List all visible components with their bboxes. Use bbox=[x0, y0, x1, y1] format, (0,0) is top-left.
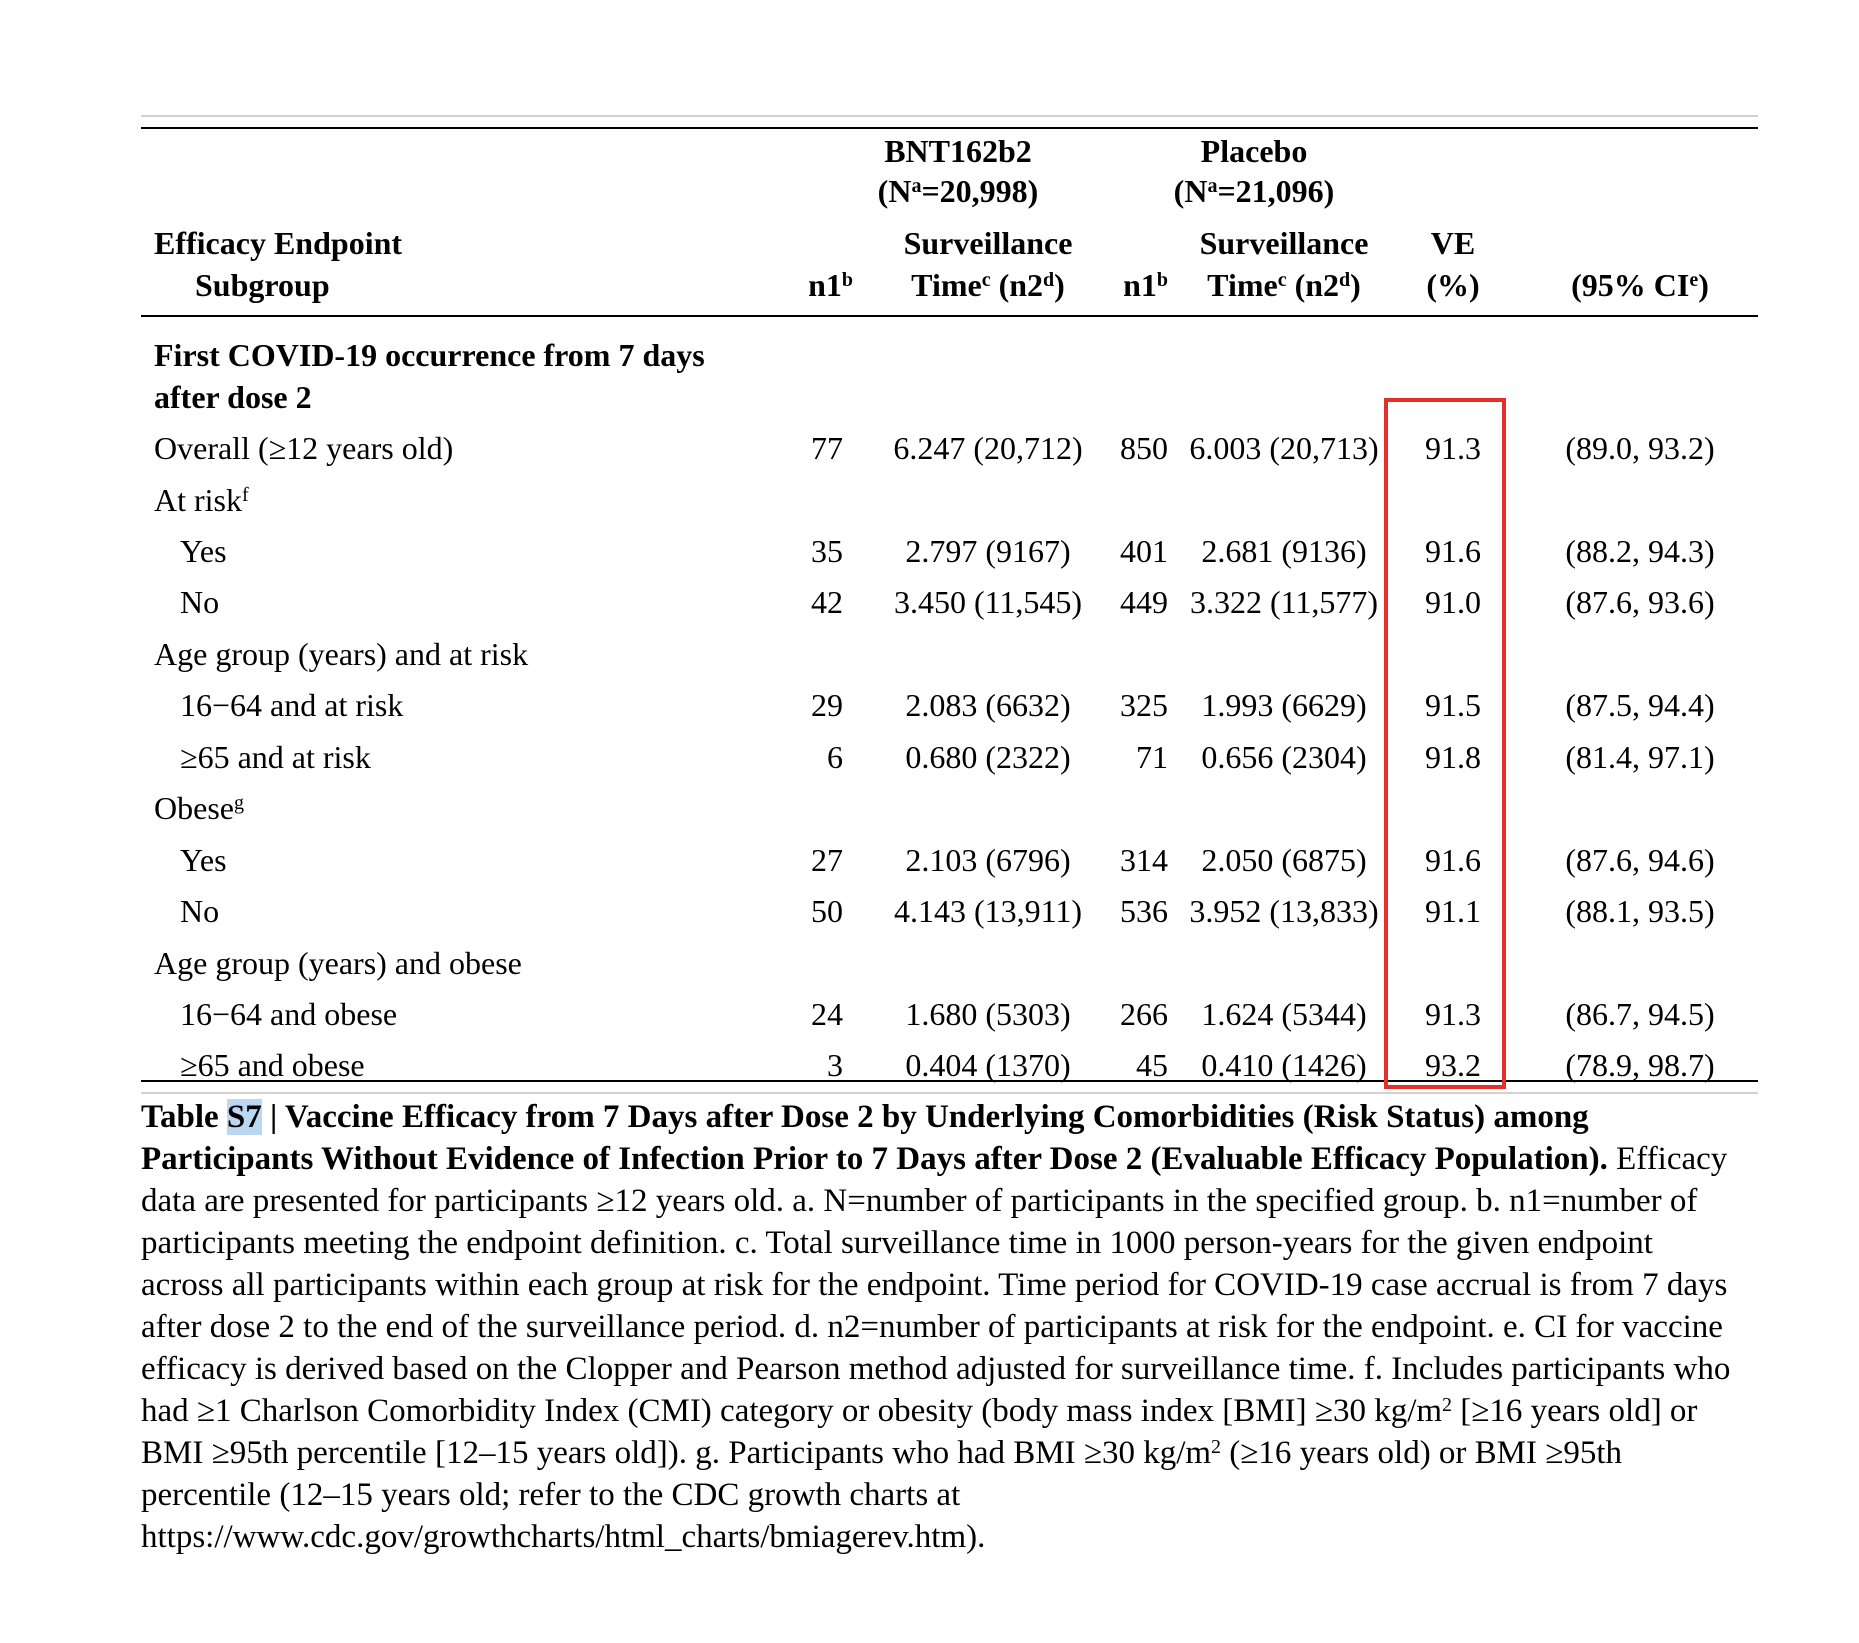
header-n1-placebo: n1$^b$ bbox=[1123, 267, 1168, 303]
header-time-vaccine: Time$^c$ (n2$^d$) bbox=[911, 267, 1065, 303]
cell-ve: 91.3 bbox=[1425, 996, 1481, 1032]
header-surveillance-vaccine: Surveillance bbox=[903, 225, 1073, 261]
cell-ci: (87.5, 94.4) bbox=[1565, 687, 1715, 723]
caption-label: Table S7 | Vaccine Efficacy from 7 Days after Dose 2 by Underlying Comorbidities (Risk Status) among Participants Without Evidence of Infection Prior to 7 Days after Dose 2 (Evaluable Efficacy Population). bbox=[141, 1099, 1608, 1177]
row-label: No bbox=[180, 893, 220, 929]
cell-n1-placebo: 850 bbox=[1120, 430, 1168, 466]
row-label: Yes bbox=[180, 842, 227, 878]
cell-n1-placebo: 325 bbox=[1120, 687, 1168, 723]
header-time-placebo: Time$^c$ (n2$^d$) bbox=[1207, 267, 1361, 303]
group-header-placebo: Placebo bbox=[1200, 133, 1308, 169]
cell-surveillance-vaccine: 1.680 (5303) bbox=[905, 996, 1071, 1032]
table-caption: Table S7 | Vaccine Efficacy from 7 Days after Dose 2 by Underlying Comorbidities (Risk Status) among Participants Without Evidence of Infection Prior to 7 Days after Dose 2 (Evaluable Efficacy Population). Efficacy data are presented for participants ≥12 years old. a. N=number of participants in the specified group. b. n1=number of participants meeting the endpoint definition. c. Total surveillance time in 1000 person-years for the given endpoint across all participants within each group at risk for the endpoint. Time period for COVID-19 case accrual is from 7 days after dose 2 to the end of the surveillance period. d. n2=number of participants at risk for the endpoint. e. CI for vaccine efficacy is derived based on the Clopper and Pearson method adjusted for surveillance time. f. Includes participants who had ≥1 Charlson Comorbidity Index (CMI) category or obesity (body mass index [BMI] ≥30 $kg/m^2$ [≥16 years old] or BMI ≥95th percentile [12–15 years old]). g. Participants who had BMI ≥30 $kg/m^2$ (≥16 years old) or BMI ≥95th percentile (12–15 years old; refer to the CDC growth charts at https://www.cdc.gov/growthcharts/html_charts/bmiagerev.htm). bbox=[141, 1099, 1731, 1555]
cell-ci: (78.9, 98.7) bbox=[1565, 1047, 1715, 1083]
cell-ci: (89.0, 93.2) bbox=[1565, 430, 1715, 466]
cell-surveillance-placebo: 1.624 (5344) bbox=[1201, 996, 1367, 1032]
cell-ci: (87.6, 94.6) bbox=[1565, 842, 1715, 878]
header-ci: (95% CIe) bbox=[1571, 267, 1709, 303]
table-bottom-rule bbox=[141, 1080, 1758, 1082]
table-bottom-thin-rule bbox=[141, 1092, 1758, 1094]
cell-n1-placebo: 45 bbox=[1136, 1047, 1168, 1083]
row-label: No bbox=[180, 584, 220, 620]
cell-ci: (86.7, 94.5) bbox=[1565, 996, 1715, 1032]
cell-ve: 91.5 bbox=[1425, 687, 1481, 723]
header-n1-vaccine: n1$^b$ bbox=[808, 267, 853, 303]
cell-surveillance-vaccine: 2.797 (9167) bbox=[905, 533, 1071, 569]
cell-ve: 91.3 bbox=[1425, 430, 1481, 466]
cell-n1-placebo: 314 bbox=[1120, 842, 1168, 878]
cell-surveillance-placebo: 3.322 (11,577) bbox=[1189, 584, 1379, 620]
cell-surveillance-vaccine: 2.103 (6796) bbox=[905, 842, 1071, 878]
cell-n1-vaccine: 27 bbox=[811, 842, 843, 878]
cell-n1-placebo: 401 bbox=[1120, 533, 1168, 569]
header-subgroup: Subgroup bbox=[195, 267, 330, 303]
cell-ve: 91.6 bbox=[1425, 842, 1481, 878]
section-heading: First COVID-19 occurrence from 7 days bbox=[154, 337, 705, 373]
cell-n1-placebo: 449 bbox=[1120, 584, 1168, 620]
caption-table-id: S7 bbox=[226, 1099, 262, 1135]
header-endpoint: Efficacy Endpoint bbox=[154, 225, 403, 261]
cell-surveillance-vaccine: 3.450 (11,545) bbox=[893, 584, 1083, 620]
cell-surveillance-placebo: 6.003 (20,713) bbox=[1189, 430, 1379, 466]
cell-surveillance-placebo: 0.656 (2304) bbox=[1201, 739, 1367, 775]
cell-ve: 93.2 bbox=[1425, 1047, 1481, 1083]
cell-surveillance-placebo: 3.952 (13,833) bbox=[1189, 893, 1379, 929]
row-label: Age group (years) and obese bbox=[154, 945, 522, 981]
row-label: ≥65 and at risk bbox=[180, 739, 371, 775]
cell-ve: 91.6 bbox=[1425, 533, 1481, 569]
row-label: Overall (≥12 years old) bbox=[154, 430, 454, 466]
cell-surveillance-vaccine: 2.083 (6632) bbox=[905, 687, 1071, 723]
row-label: Obese$^g$ bbox=[154, 790, 244, 826]
row-label: Age group (years) and at risk bbox=[154, 636, 529, 672]
ve-column-highlight-box bbox=[1384, 398, 1506, 1089]
cell-surveillance-placebo: 0.410 (1426) bbox=[1201, 1047, 1367, 1083]
header-ve-percent: (%) bbox=[1426, 267, 1480, 303]
cell-n1-vaccine: 6 bbox=[827, 739, 843, 775]
group-n-placebo: $(N^a=21,096)$ bbox=[1173, 173, 1335, 209]
cell-surveillance-placebo: 2.050 (6875) bbox=[1201, 842, 1367, 878]
cell-n1-vaccine: 42 bbox=[811, 584, 843, 620]
table-top-rule bbox=[141, 127, 1758, 129]
cell-n1-vaccine: 35 bbox=[811, 533, 843, 569]
section-heading-line2: after dose 2 bbox=[154, 379, 312, 415]
cell-ve: 91.0 bbox=[1425, 584, 1481, 620]
caption-body: Efficacy data are presented for participants ≥12 years old. a. N=number of participants in the specified group. b. n1=number of participants meeting the endpoint definition. c. Total surveillance time in 1000 person-years for the given endpoint across all participants within each group at risk for the endpoint. Time period for COVID-19 case accrual is from 7 days after dose 2 to the end of the surveillance period. d. n2=number of participants at risk for the endpoint. e. CI for vaccine efficacy is derived based on the Clopper and Pearson method adjusted for surveillance time. f. Includes participants who had ≥1 Charlson Comorbidity Index (CMI) category or obesity (body mass index [BMI] ≥30 kg/m bbox=[141, 1141, 1731, 1429]
cell-n1-placebo: 71 bbox=[1136, 739, 1168, 775]
cell-n1-vaccine: 29 bbox=[811, 687, 843, 723]
cell-n1-placebo: 266 bbox=[1120, 996, 1168, 1032]
row-label: 16−64 and at risk bbox=[180, 687, 404, 723]
row-label: ≥65 and obese bbox=[180, 1047, 365, 1083]
cell-ci: (88.2, 94.3) bbox=[1565, 533, 1715, 569]
cell-surveillance-vaccine: 0.404 (1370) bbox=[905, 1047, 1071, 1083]
cell-ve: 91.8 bbox=[1425, 739, 1481, 775]
table-header-rule bbox=[141, 315, 1758, 317]
cell-surveillance-vaccine: 6.247 (20,712) bbox=[893, 430, 1083, 466]
group-header-vaccine: BNT162b2 bbox=[884, 133, 1032, 169]
header-ve: VE bbox=[1430, 225, 1476, 261]
cell-n1-vaccine: 77 bbox=[811, 430, 843, 466]
cell-surveillance-vaccine: 4.143 (13,911) bbox=[893, 893, 1083, 929]
row-label: Yes bbox=[180, 533, 227, 569]
group-n-vaccine: $(N^a=20,998)$ bbox=[877, 173, 1039, 209]
cell-surveillance-placebo: 1.993 (6629) bbox=[1201, 687, 1367, 723]
cell-ci: (81.4, 97.1) bbox=[1565, 739, 1715, 775]
row-label: At risk$^f$ bbox=[154, 482, 249, 518]
cell-n1-vaccine: 3 bbox=[827, 1047, 843, 1083]
cell-n1-placebo: 536 bbox=[1120, 893, 1168, 929]
cell-surveillance-vaccine: 0.680 (2322) bbox=[905, 739, 1071, 775]
row-label: 16−64 and obese bbox=[180, 996, 398, 1032]
table-top-thin-rule bbox=[141, 115, 1758, 117]
cell-n1-vaccine: 24 bbox=[811, 996, 843, 1032]
cell-ci: (88.1, 93.5) bbox=[1565, 893, 1715, 929]
cell-n1-vaccine: 50 bbox=[811, 893, 843, 929]
cell-ci: (87.6, 93.6) bbox=[1565, 584, 1715, 620]
cell-surveillance-placebo: 2.681 (9136) bbox=[1201, 533, 1367, 569]
cell-ve: 91.1 bbox=[1425, 893, 1481, 929]
header-surveillance-placebo: Surveillance bbox=[1199, 225, 1369, 261]
